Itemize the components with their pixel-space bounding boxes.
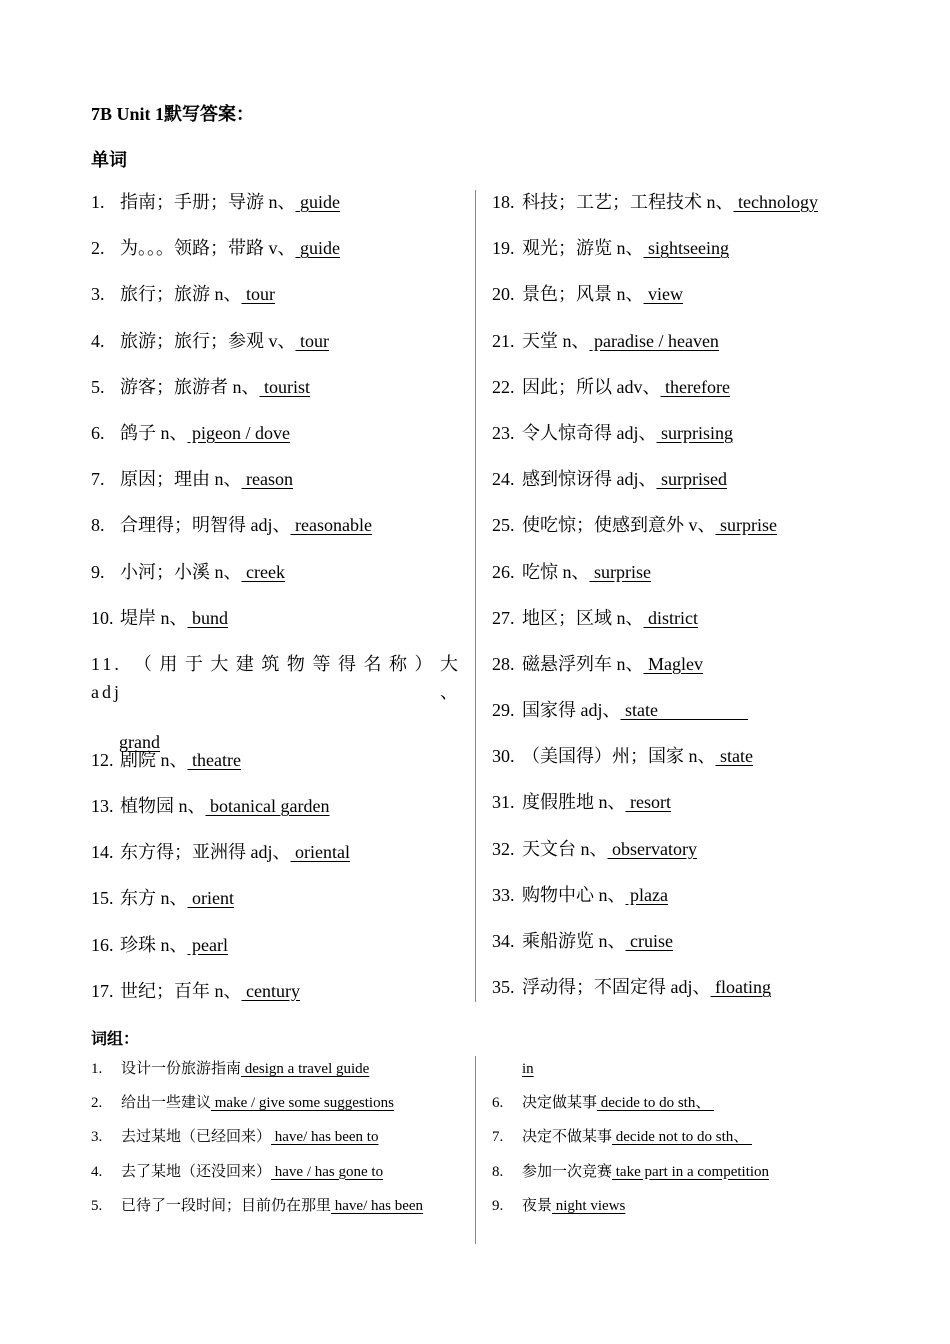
item-answer: cruise xyxy=(625,931,673,951)
list-item xyxy=(492,788,892,834)
item-number: 33. xyxy=(492,884,515,905)
item-number: 7. xyxy=(91,469,105,490)
item-prompt: 去了某地（还没回来） xyxy=(121,1163,272,1180)
vocab-right-list xyxy=(492,188,892,1019)
item-number: 29. xyxy=(492,700,515,721)
item-number: 20. xyxy=(492,284,515,305)
list-item xyxy=(492,927,892,973)
item-prompt: 景色；风景 n、 xyxy=(522,284,644,305)
item-prompt: 东方 n、 xyxy=(120,888,188,909)
item-number: 4. xyxy=(91,1163,103,1180)
list-item xyxy=(492,419,892,465)
list-item xyxy=(492,327,892,373)
item-prompt: 东方得；亚洲得 adj、 xyxy=(120,842,291,863)
item-number: 5. xyxy=(91,376,105,397)
item-prompt: 为。。。领路；带路 v、 xyxy=(120,238,296,259)
item-number: 11. xyxy=(91,653,122,674)
item-prompt: 决定做某事 xyxy=(522,1095,598,1112)
phrase-left-column xyxy=(91,1058,466,1229)
list-item xyxy=(91,419,461,465)
list-item xyxy=(492,280,892,326)
item-number: 25. xyxy=(492,515,515,536)
list-item xyxy=(91,1092,466,1126)
list-item xyxy=(91,838,461,884)
list-item xyxy=(492,188,892,234)
list-item xyxy=(91,373,461,419)
list-item xyxy=(91,188,461,234)
page-title: 7B Unit 1默写答案： xyxy=(91,104,255,124)
item-number: 19. xyxy=(492,238,515,259)
list-item xyxy=(492,558,892,604)
item-number: 28. xyxy=(492,653,515,674)
list-item xyxy=(492,881,892,927)
item-prompt: 磁悬浮列车 n、 xyxy=(522,653,644,674)
column-divider xyxy=(475,190,476,1002)
item-prompt: 浮动得；不固定得 adj、 xyxy=(522,977,711,998)
item-number: 24. xyxy=(492,469,515,490)
item-answer: tour xyxy=(241,284,275,305)
item-answer: tour xyxy=(295,330,329,351)
item-answer: paradise / heaven xyxy=(589,330,719,351)
list-item xyxy=(492,696,892,742)
list-item xyxy=(492,1092,872,1126)
item-answer: make / give some suggestions xyxy=(211,1095,394,1112)
item-number: 3. xyxy=(91,1129,103,1146)
list-item xyxy=(91,1195,466,1229)
list-item xyxy=(492,835,892,881)
item-answer: have / has gone to xyxy=(271,1163,384,1180)
list-item xyxy=(91,234,461,280)
phrase-right-list xyxy=(492,1092,872,1229)
item-answer: century xyxy=(241,980,300,1001)
item-answer: floating xyxy=(710,977,771,998)
list-item xyxy=(91,792,461,838)
item-answer: district xyxy=(643,607,698,628)
list-item xyxy=(91,746,461,792)
vocab-left-list xyxy=(91,188,461,650)
item-number: 8. xyxy=(91,515,105,536)
item-prompt: 原因；理由 n、 xyxy=(120,469,242,490)
item-answer: view xyxy=(643,284,683,305)
list-item xyxy=(492,1126,872,1160)
item-number: 5. xyxy=(91,1197,103,1214)
item-answer: state xyxy=(620,700,748,721)
item-answer: pearl xyxy=(187,934,228,955)
item-answer: guide xyxy=(295,192,340,212)
item-number: 31. xyxy=(492,792,515,813)
item-prompt: 感到惊讶得 adj、 xyxy=(522,469,657,490)
item-prompt: 世纪；百年 n、 xyxy=(120,980,242,1001)
item-prompt: 科技；工艺；工程技术 n、 xyxy=(522,192,734,212)
list-item xyxy=(91,604,461,650)
item-answer: plaza xyxy=(625,884,668,905)
list-item xyxy=(492,1161,872,1195)
item-prompt: 天文台 n、 xyxy=(522,838,608,859)
item-number: 14. xyxy=(91,842,114,863)
item-answer: grand xyxy=(119,731,160,752)
item-answer: reason xyxy=(241,469,293,490)
item-prompt: 珍珠 n、 xyxy=(120,934,188,955)
phrase-left-list xyxy=(91,1058,466,1229)
item-prompt: 令人惊奇得 adj、 xyxy=(522,422,657,443)
item-number: 32. xyxy=(492,838,515,859)
list-item xyxy=(91,327,461,373)
item-number: 26. xyxy=(492,561,515,582)
item-prompt: 地区；区域 n、 xyxy=(522,607,644,628)
item-number: 2. xyxy=(91,238,105,259)
item-answer: observatory xyxy=(607,838,697,859)
item-number: 12. xyxy=(91,749,114,770)
item-number: 10. xyxy=(91,607,114,628)
item-answer: surprised xyxy=(656,469,727,490)
item-answer: resort xyxy=(625,792,671,813)
list-item xyxy=(492,465,892,511)
item-answer: reasonable xyxy=(290,515,372,536)
item-prompt: 度假胜地 n、 xyxy=(522,792,626,813)
item-number: 6. xyxy=(492,1095,504,1112)
phrase-column-divider xyxy=(475,1056,476,1244)
item-number: 22. xyxy=(492,376,515,397)
list-item xyxy=(91,884,461,930)
item-prompt: 天堂 n、 xyxy=(522,330,590,351)
item-prompt: （用于大建筑物等得名称）大 adj、 xyxy=(91,653,462,702)
item-prompt: 小河；小溪 n、 xyxy=(120,561,242,582)
item-number: 13. xyxy=(91,796,114,817)
list-item xyxy=(492,604,892,650)
item-number: 2. xyxy=(91,1095,103,1112)
vocab-heading: 单词 xyxy=(91,150,127,170)
item-prompt: 使吃惊；使感到意外 v、 xyxy=(522,515,716,536)
item-prompt: 决定不做某事 xyxy=(522,1129,613,1146)
list-item xyxy=(91,1161,466,1195)
item-prompt: 乘船游览 n、 xyxy=(522,931,626,951)
item-prompt: 夜景 xyxy=(522,1197,553,1214)
item-number: 17. xyxy=(91,980,114,1001)
item-prompt: 鸽子 n、 xyxy=(120,422,188,443)
item-prompt: （美国得）州；国家 n、 xyxy=(522,746,716,767)
item-prompt: 给出一些建议 xyxy=(121,1095,212,1112)
list-item xyxy=(91,1126,466,1160)
list-item xyxy=(492,511,892,557)
list-item xyxy=(91,558,461,604)
item-prompt: 堤岸 n、 xyxy=(120,607,188,628)
list-item xyxy=(91,1058,466,1092)
item-answer: pigeon / dove xyxy=(187,422,290,443)
list-item xyxy=(492,742,892,788)
item-answer: have/ has been to xyxy=(271,1129,379,1146)
item-answer: decide to do sth、 xyxy=(597,1095,715,1112)
item-prompt: 参加一次竞赛 xyxy=(522,1163,613,1180)
list-item xyxy=(492,1195,872,1229)
item-answer: surprising xyxy=(656,422,733,443)
item-number: 16. xyxy=(91,934,114,955)
item-prompt: 已待了一段时间；目前仍在那里 xyxy=(121,1197,332,1214)
item-number: 18. xyxy=(492,192,515,212)
item-answer: sightseeing xyxy=(643,238,729,259)
item-answer: theatre xyxy=(187,749,241,770)
item-number: 9. xyxy=(492,1197,504,1214)
item-number: 4. xyxy=(91,330,105,351)
item-answer: therefore xyxy=(660,376,730,397)
item-answer: creek xyxy=(241,561,285,582)
item-answer: Maglev xyxy=(643,653,703,674)
item-prompt: 因此；所以 adv、 xyxy=(522,376,661,397)
list-item xyxy=(91,465,461,511)
item-answer: bund xyxy=(187,607,228,628)
item-prompt: 旅行；旅游 n、 xyxy=(120,284,242,305)
item-number: 6. xyxy=(91,422,105,443)
item-answer: tourist xyxy=(259,376,311,397)
vocab-left-column xyxy=(91,188,461,1023)
list-item xyxy=(91,977,461,1023)
item-prompt: 设计一份旅游指南 xyxy=(121,1061,242,1077)
item-number: 1. xyxy=(91,192,105,212)
item-prompt: 国家得 adj、 xyxy=(522,700,621,721)
phrase-heading: 词组： xyxy=(91,1031,140,1048)
item-answer: guide xyxy=(295,238,340,259)
item-prompt: 指南；手册；导游 n、 xyxy=(120,192,296,212)
item-answer: have/ has been xyxy=(331,1197,424,1214)
phrase-5-continuation: in xyxy=(522,1061,534,1077)
list-item xyxy=(492,373,892,419)
item-prompt: 植物园 n、 xyxy=(120,796,206,817)
item-prompt: 合理得；明智得 adj、 xyxy=(120,515,291,536)
item-prompt: 游客；旅游者 n、 xyxy=(120,376,260,397)
item-number: 8. xyxy=(492,1163,504,1180)
item-number: 3. xyxy=(91,284,105,305)
item-number: 35. xyxy=(492,977,515,998)
item-prompt: 吃惊 n、 xyxy=(522,561,590,582)
list-item xyxy=(492,234,892,280)
item-answer: surprise xyxy=(589,561,651,582)
item-answer: state xyxy=(715,746,753,767)
item-prompt: 观光；游览 n、 xyxy=(522,238,644,259)
list-item xyxy=(492,973,892,1019)
item-answer: orient xyxy=(187,888,234,909)
item-number: 27. xyxy=(492,607,515,628)
item-number: 34. xyxy=(492,931,515,951)
item-number: 9. xyxy=(91,561,105,582)
list-item xyxy=(492,650,892,696)
item-prompt: 剧院 n、 xyxy=(120,749,188,770)
item-number: 7. xyxy=(492,1129,504,1146)
item-answer: design a travel guide xyxy=(241,1061,370,1077)
item-number: 30. xyxy=(492,746,515,767)
item-prompt: 购物中心 n、 xyxy=(522,884,626,905)
item-answer: oriental xyxy=(290,842,350,863)
item-number: 1. xyxy=(91,1061,103,1077)
list-item xyxy=(91,511,461,557)
item-answer: surprise xyxy=(715,515,777,536)
item-number: 15. xyxy=(91,888,114,909)
item-answer: botanical garden xyxy=(205,796,330,817)
phrase-right-column xyxy=(492,1058,872,1229)
item-number: 21. xyxy=(492,330,515,351)
list-item xyxy=(91,931,461,977)
item-prompt: 去过某地（已经回来） xyxy=(121,1129,272,1146)
vocab-left-list-2 xyxy=(91,746,461,1023)
item-answer: night views xyxy=(552,1197,626,1214)
vocab-item-11 xyxy=(91,650,462,752)
list-item xyxy=(91,280,461,326)
item-answer: take part in a competition xyxy=(612,1163,770,1180)
vocab-right-column xyxy=(492,188,892,1019)
item-answer: decide not to do sth、 xyxy=(612,1129,752,1146)
item-number: 23. xyxy=(492,422,515,443)
item-answer: technology xyxy=(733,192,818,212)
item-prompt: 旅游；旅行；参观 v、 xyxy=(120,330,296,351)
